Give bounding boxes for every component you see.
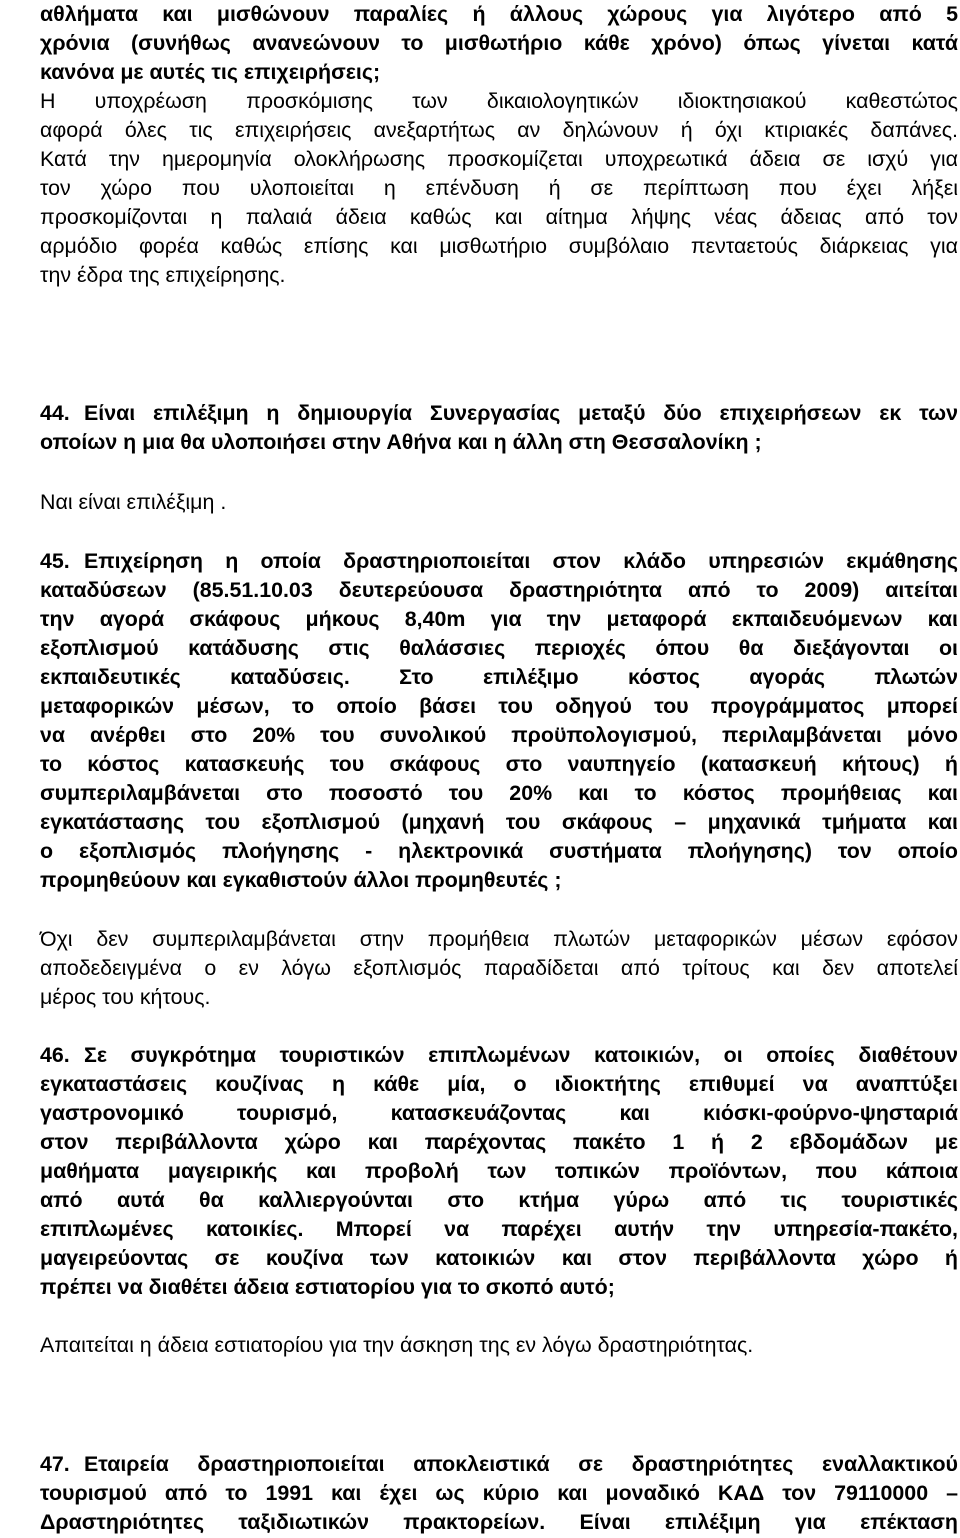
answer-text: Ναι είναι επιλέξιμη . [40, 490, 227, 514]
question-number: 47. [40, 1452, 70, 1476]
question-text: ο εξοπλισμός πλοήγησης - ηλεκτρονικά συστήματα πλοήγησης) τον οποίο [40, 839, 958, 863]
question-text: Είναι επιλέξιμη η δημιουργία Συνεργασίας μεταξύ δύο επιχειρήσεων εκ των [84, 401, 958, 425]
question-text: πρέπει να διαθέτει άδεια εστιατορίου για το σκοπό αυτό; [40, 1275, 615, 1299]
answer-46 [40, 1331, 958, 1360]
question-number: 44. [40, 401, 70, 425]
question-text: εξοπλισμού κατάδυσης στις θαλάσσιες περιοχές όπου θα διεξάγονται οι [40, 636, 958, 660]
question-46 [40, 1041, 958, 1302]
question-45 [40, 547, 958, 895]
text-line: τον χώρο που υλοποιείται η επένδυση ή σε περίπτωση που έχει λήξει [40, 176, 958, 200]
question-text: συμπεριλαμβάνεται στο ποσοστό του 20% και το κόστος προμήθειας και [40, 781, 958, 805]
text-line: αθλήματα και μισθώνουν παραλίες ή άλλους χώρους για λιγότερο από 5 [40, 2, 958, 26]
question-text: προμηθεύουν και εγκαθιστούν άλλοι προμηθευτές ; [40, 868, 562, 892]
question-line [40, 399, 958, 428]
question-text: γαστρονομικό τουρισμό, κατασκευάζοντας και κιόσκι-φούρνο-ψησταριά [40, 1101, 958, 1125]
question-text: μαγειρεύοντας σε κουζίνα των κατοικιών και στον περιβάλλοντα χώρο ή [40, 1246, 958, 1270]
question-text: εγκαταστάσεις κουζίνας η κάθε μία, ο ιδιοκτήτης επιθυμεί να αναπτύξει [40, 1072, 958, 1096]
answer-text: Όχι δεν συμπεριλαμβάνεται στην προμήθεια πλωτών μεταφορικών μέσων εφόσον [40, 927, 958, 951]
answer-text: Απαιτείται η άδεια εστιατορίου για την άσκηση της εν λόγω δραστηριότητας. [40, 1333, 754, 1357]
question-text: μεταφορικών μέσων, το οποίο βάσει του οδηγού του προγράμματος μπορεί [40, 694, 958, 718]
question-text: καταδύσεων (85.51.10.03 δευτερεύουσα δραστηριότητα από το 2009) αιτείται [40, 578, 958, 602]
answer-text: μέρος του κήτους. [40, 985, 211, 1009]
answer-45 [40, 925, 958, 1012]
text-line: χρόνια (συνήθως ανανεώνουν το μισθωτήριο κάθε χρόνο) όπως γίνεται κατά [40, 31, 958, 55]
answer-text: αποδεδειγμένα ο εν λόγω εξοπλισμός παραδίδεται από τρίτους και δεν αποτελεί [40, 956, 958, 980]
question-text: εγκατάστασης του εξοπλισμού (μηχανή του σκάφους – μηχανικά τμήματα και [40, 810, 958, 834]
question-text: Εταιρεία δραστηριοποιείται αποκλειστικά σε δραστηριότητες εναλλακτικού [84, 1452, 958, 1476]
text-line: κανόνα με αυτές τις επιχειρήσεις; [40, 60, 381, 84]
question-text: τουρισμού από το 1991 και έχει ως κύριο και μοναδικό ΚΑΔ τον 79110000 – [40, 1481, 958, 1505]
text-line: προσκομίζονται η παλαιά άδεια καθώς και αίτημα λήψης νέας άδειας από τον [40, 205, 958, 229]
question-text: εκπαιδευτικές καταδύσεις. Στο επιλέξιμο κόστος αγοράς πλωτών [40, 665, 958, 689]
question-text: στον περιβάλλοντα χώρο και παρέχοντας πακέτο 1 ή 2 εβδομάδων με [40, 1130, 958, 1154]
question-text: να ανέρθει στο 20% του συνολικού προϋπολογισμού, περιλαμβάνεται μόνο [40, 723, 958, 747]
question-44 [40, 399, 958, 457]
question-text: επιπλωμένες κατοικίες. Μπορεί να παρέχει αυτήν την υπηρεσία-πακέτο, [40, 1217, 958, 1241]
text-line: αφορά όλες τις επιχειρήσεις ανεξαρτήτως αν δηλώνουν ή όχι κτιριακές δαπάνες. [40, 118, 958, 142]
question-text: Επιχείρηση η οποία δραστηριοποιείται στον κλάδο υπηρεσιών εκμάθησης [84, 549, 958, 573]
question-47 [40, 1450, 958, 1537]
question-line [40, 547, 958, 576]
question-text: το κόστος κατασκευής του σκάφους στο ναυπηγείο (κατασκευή κήτους) ή [40, 752, 958, 776]
question-text: μαθήματα μαγειρικής και προβολή των τοπικών προϊόντων, που κάποια [40, 1159, 958, 1183]
question-text: οποίων η μια θα υλοποιήσει στην Αθήνα και η άλλη στη Θεσσαλονίκη ; [40, 430, 762, 454]
text-line: Η υποχρέωση προσκόμισης των δικαιολογητικών ιδιοκτησιακού καθεστώτος [40, 89, 958, 113]
intro-paragraph [40, 0, 958, 290]
text-line: την έδρα της επιχείρησης. [40, 263, 286, 287]
question-number: 46. [40, 1043, 70, 1067]
text-line: αρμόδιο φορέα καθώς επίσης και μισθωτήριο συμβόλαιο πενταετούς διάρκειας για [40, 234, 958, 258]
text-line: Κατά την ημερομηνία ολοκλήρωσης προσκομίζεται υποχρεωτικά άδεια σε ισχύ για [40, 147, 958, 171]
answer-44 [40, 488, 958, 517]
question-line [40, 1041, 958, 1070]
question-text: Δραστηριότητες ταξιδιωτικών πρακτορείων. Είναι επιλέξιμη για επέκταση [40, 1510, 958, 1534]
question-text: Σε συγκρότημα τουριστικών επιπλωμένων κατοικιών, οι οποίες διαθέτουν [84, 1043, 958, 1067]
question-line [40, 1450, 958, 1479]
question-text: από αυτά θα καλλιεργούνται στο κτήμα γύρω από τις τουριστικές [40, 1188, 958, 1212]
question-text: την αγορά σκάφους μήκους 8,40m για την μεταφορά εκπαιδευόμενων και [40, 607, 958, 631]
question-number: 45. [40, 549, 70, 573]
